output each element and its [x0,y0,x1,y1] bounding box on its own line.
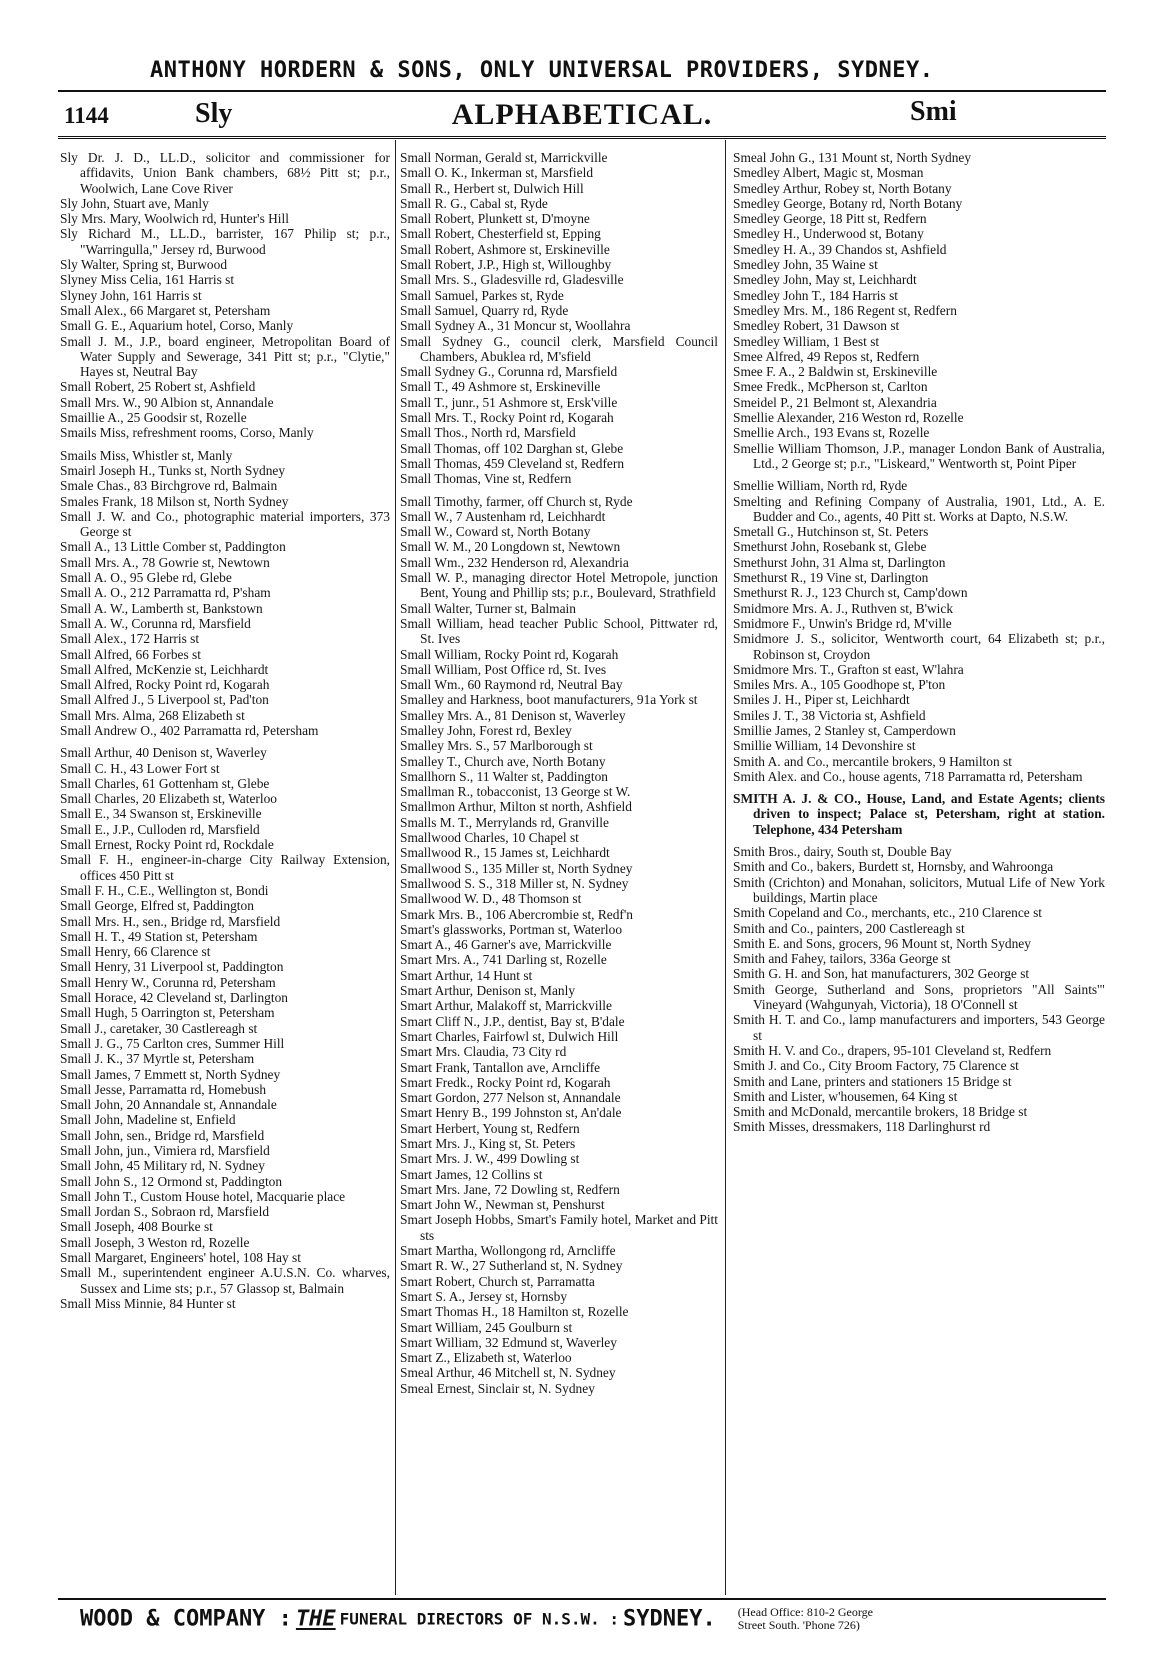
directory-entry: Small Alfred J., 5 Liverpool st, Pad'ton [60,692,269,708]
directory-entry: Small Walter, Turner st, Balmain [400,600,576,616]
directory-entry: Smart R. W., 27 Sutherland st, N. Sydney [400,1258,623,1274]
directory-entry: Smart Charles, Fairfowl st, Dulwich Hill [400,1028,619,1044]
directory-entry: Small Alex., 172 Harris st [60,631,200,647]
directory-entry: Small R., Herbert st, Dulwich Hill [400,180,584,196]
directory-entry: Small W. M., 20 Longdown st, Newtown [400,539,621,555]
directory-entry: Smart John W., Newman st, Penshurst [400,1197,605,1213]
directory-entry: Smart William, 32 Edmund st, Waverley [400,1334,617,1350]
directory-entry: Small John, 20 Annandale st, Annandale [60,1097,277,1113]
directory-entry: Smedley John T., 184 Harris st [733,287,899,303]
page-number: 1144 [64,103,109,128]
directory-entry: Smith and McDonald, mercantile brokers, 18 Bridge st [733,1104,1028,1120]
advert-footer [80,1606,1110,1632]
directory-entry: Small T., 49 Ashmore st, Erskineville [400,379,601,395]
directory-entry: Smellie Arch., 193 Evans st, Rozelle [733,425,930,441]
directory-entry: Smethurst R., 19 Vine st, Darlington [733,570,929,586]
directory-entry: Smethurst John, 31 Alma st, Darlington [733,554,946,570]
directory-entry: Small Robert, Plunkett st, D'moyne [400,211,590,227]
directory-entry: Small John S., 12 Ormond st, Paddington [60,1173,283,1189]
directory-entry: Small Mrs. Alma, 268 Elizabeth st [60,707,245,723]
directory-entry: Small Thomas, 459 Cleveland st, Redfern [400,455,625,471]
directory-entry: Small A. W., Lamberth st, Bankstown [60,600,263,616]
directory-entry: Small A. O., 95 Glebe rd, Glebe [60,570,232,586]
directory-entry: Small A., 13 Little Comber st, Paddington [60,539,286,555]
directory-entry: Smidmore J. S., solicitor, Wentworth court, 64 Elizabeth st; p.r., Robinson st, Croydon [733,631,1105,662]
directory-entry: Small O. K., Inkerman st, Marsfield [400,165,594,181]
directory-entry: Small Charles, 20 Elizabeth st, Waterloo [60,791,277,807]
directory-entry: Smith and Lane, printers and stationers 15 Bridge st [733,1073,1012,1089]
directory-entry: Smith H. V. and Co., drapers, 95-101 Cleveland st, Redfern [733,1042,1052,1058]
directory-entry: Smart Arthur, Malakoff st, Marrickville [400,998,612,1014]
column-2 [400,150,718,1580]
directory-entry: Small Wm., 232 Henderson rd, Alexandria [400,554,629,570]
directory-entry: Smart Martha, Wollongong rd, Arncliffe [400,1243,616,1259]
directory-entry: Sly John, Stuart ave, Manly [60,195,209,211]
directory-entry: Smedley John, May st, Leichhardt [733,272,917,288]
directory-entry: Small M., superintendent engineer A.U.S.N. Co. wharves, Sussex and Lime sts; p.r., 57 Glassop st, Balmain [60,1265,390,1296]
directory-entry: Smallmon Arthur, Milton st north, Ashfield [400,799,632,815]
directory-entry: Small W., Coward st, North Botany [400,524,591,540]
directory-entry: Smart A., 46 Garner's ave, Marrickville [400,937,612,953]
directory-entry: Small Horace, 42 Cleveland st, Darlington [60,990,288,1006]
directory-entry: Small J. K., 37 Myrtle st, Petersham [60,1051,255,1067]
directory-entry: Smales Frank, 18 Milson st, North Sydney [60,493,289,509]
directory-entry: Small F. H., engineer-in-charge City Railway Extension, offices 450 Pitt st [60,852,390,883]
directory-entry: Smellie William, North rd, Ryde [733,478,908,494]
directory-entry: Small Robert, J.P., High st, Willoughby [400,257,612,273]
directory-entry: Smails Miss, Whistler st, Manly [60,447,233,463]
left-guide-word: Sly [195,98,233,129]
directory-entry: Small Margaret, Engineers' hotel, 108 Hay st [60,1250,301,1266]
directory-entry: Small C. H., 43 Lower Fort st [60,760,220,776]
directory-entry: Smart Mrs. J. W., 499 Dowling st [400,1151,580,1167]
directory-entry: Small Alex., 66 Margaret st, Petersham [60,302,271,318]
directory-entry: Smalley and Harkness, boot manufacturers, 91a York st [400,692,698,708]
directory-entry: Sly Mrs. Mary, Woolwich rd, Hunter's Hill [60,211,289,227]
directory-entry: Small John, jun., Vimiera rd, Marsfield [60,1143,270,1158]
column-3 [733,150,1105,1580]
directory-entry: Smith Bros., dairy, South st, Double Bay [733,844,952,860]
directory-entry: Smith A. and Co., mercantile brokers, 9 Hamilton st [733,753,1012,769]
directory-entry: Smedley George, 18 Pitt st, Redfern [733,211,927,227]
directory-entry: Small Robert, Chesterfield st, Epping [400,226,601,242]
directory-entry: Smith and Co., bakers, Burdett st, Hornsby, and Wahroonga [733,859,1054,875]
directory-entry: Smallwood Charles, 10 Chapel st [400,830,579,846]
directory-entry: Small Mrs. A., 78 Gowrie st, Newtown [60,554,270,570]
directory-entry: Small J. G., 75 Carlton cres, Summer Hill [60,1035,285,1051]
directory-entry: Small Mrs. S., Gladesville rd, Gladesville [400,272,624,288]
right-guide-word: Smi [910,96,957,127]
directory-entry: Smedley H. A., 39 Chandos st, Ashfield [733,241,947,257]
directory-entry: Small Robert, Ashmore st, Erskineville [400,241,610,257]
directory-entry: Small Joseph, 408 Bourke st [60,1219,213,1235]
directory-entry: Smellie Alexander, 216 Weston rd, Rozelle [733,410,964,426]
directory-entry: Small John, 45 Military rd, N. Sydney [60,1158,265,1174]
directory-entry: Smith Copeland and Co., merchants, etc., 210 Clarence st [733,905,1043,921]
directory-entry: Smalley T., Church ave, North Botany [400,753,606,769]
directory-entry: Smedley Mrs. M., 186 Regent st, Redfern [733,302,957,318]
directory-entry: Smith J. and Co., City Broom Factory, 75 Clarence st [733,1058,1019,1074]
footer-address [738,1606,873,1632]
directory-entry: Smethurst John, Rosebank st, Glebe [733,539,927,555]
directory-entry: Slyney Miss Celia, 161 Harris st [60,272,235,288]
directory-entry: Smith and Fahey, tailors, 336a George st [733,951,951,967]
directory-entry: Smellie William Thomson, J.P., manager London Bank of Australia, Ltd., 2 George st; p.r., "Liskeard," Wentworth st, Point Piper [733,440,1105,471]
directory-entry: Smeal Ernest, Sinclair st, N. Sydney [400,1380,595,1396]
directory-entry: Smeal John G., 131 Mount st, North Sydney [733,150,972,165]
directory-entry: Small W., 7 Austenham rd, Leichhardt [400,508,606,524]
top-rule [58,90,1106,92]
directory-entry: Small Hugh, 5 Oarrington st, Petersham [60,1005,275,1021]
directory-entry: Smillie William, 14 Devonshire st [733,738,916,754]
directory-entry: Small John, Madeline st, Enfield [60,1112,236,1128]
directory-entry: Smalley Mrs. A., 81 Denison st, Waverley [400,707,626,723]
directory-entry: Small Joseph, 3 Weston rd, Rozelle [60,1234,250,1250]
directory-entry: Small Henry, 66 Clarence st [60,944,211,960]
directory-entry: Small Mrs. H., sen., Bridge rd, Marsfield [60,913,281,929]
directory-entry: Smelting and Refining Company of Australia, 1901, Ltd., A. E. Budder and Co., agents, 40 Pitt st. Works at Dapto, N.S.W. [733,493,1105,524]
directory-entry: Small Alfred, Rocky Point rd, Kogarah [60,677,270,693]
directory-entry: Small John T., Custom House hotel, Macquarie place [60,1188,346,1204]
directory-entry: Small George, Elfred st, Paddington [60,898,254,914]
directory-entry: Smart William, 245 Goulburn st [400,1319,573,1335]
footer-tagline: FUNERAL DIRECTORS OF N.S.W. : [339,1609,620,1629]
directory-entry: Smallwood R., 15 James st, Leichhardt [400,845,610,861]
directory-entry: Small F. H., C.E., Wellington st, Bondi [60,882,269,898]
directory-entry: Small Jordan S., Sobraon rd, Marsfield [60,1204,270,1220]
directory-entry: Smedley John, 35 Waine st [733,257,878,273]
directory-entry: Smallwood S. S., 318 Miller st, N. Sydney [400,875,629,891]
directory-entry: Smaillie A., 25 Goodsir st, Rozelle [60,410,247,426]
directory-entry: Smart Henry B., 199 Johnston st, An'dale [400,1105,622,1121]
directory-entry: Smidmore F., Unwin's Bridge rd, M'ville [733,615,952,631]
directory-entry: Smedley Albert, Magic st, Mosman [733,165,924,181]
directory-entry: Smith and Lister, w'housemen, 64 King st [733,1088,958,1104]
directory-entry: Sly Richard M., LL.D., barrister, 167 Philip st; p.r., "Warringulla," Jersey rd, Burwood [60,226,390,257]
directory-entry: Small J. W. and Co., photographic material importers, 373 George st [60,508,390,540]
directory-entry: Smart Fredk., Rocky Point rd, Kogarah [400,1074,611,1090]
directory-entry: Smiles J. T., 38 Victoria st, Ashfield [733,707,926,723]
directory-entry: Small Jesse, Parramatta rd, Homebush [60,1081,267,1097]
footer-company: WOOD & COMPANY : [80,1606,292,1632]
directory-entry: Small Robert, 25 Robert st, Ashfield [60,379,256,395]
directory-entry: SMITH A. J. & CO., House, Land, and Estate Agents; clients driven to inspect; Palace st, Petersham, right at station. Telephone, 434 Petersham [733,791,1105,837]
bottom-rule [58,1598,1106,1600]
directory-entry: Smallhorn S., 11 Walter st, Paddington [400,768,608,784]
directory-entry: Small J., caretaker, 30 Castlereagh st [60,1020,258,1036]
directory-entry: Smark Mrs. B., 106 Abercrombie st, Redf'n [400,906,634,922]
directory-entry: Small Ernest, Rocky Point rd, Rockdale [60,837,274,853]
directory-entry: Small James, 7 Emmett st, North Sydney [60,1066,281,1082]
directory-entry: Smedley H., Underwood st, Botany [733,226,924,242]
directory-entry: Small W. P., managing director Hotel Metropole, junction Bent, Young and Phillip sts; p.r., Boulevard, Strathfield [400,570,718,601]
directory-entry: Smart Mrs. J., King st, St. Peters [400,1136,576,1151]
directory-entry: Small Sydney G., council clerk, Marsfield Council Chambers, Abuklea rd, M'sfield [400,333,718,364]
directory-entry: Smart Cliff N., J.P., dentist, Bay st, B'dale [400,1013,625,1029]
column-1 [60,150,390,1580]
directory-entry: Smiles Mrs. A., 105 Goodhope st, P'ton [733,677,946,693]
directory-entry: Sly Walter, Spring st, Burwood [60,257,228,273]
page-title: ALPHABETICAL. [451,98,713,131]
directory-entry: Small J. M., J.P., board engineer, Metropolitan Board of Water Supply and Sewerage, 341 Pitt st; p.r., "Clytie," Hayes st, Neutral Bay [60,333,390,380]
directory-entry: Small Thos., North rd, Marsfield [400,425,576,441]
directory-entry: Smalley Mrs. S., 57 Marlborough st [400,738,593,754]
directory-entry: Smetall G., Hutchinson st, St. Peters [733,524,929,540]
directory-entry: Smillie James, 2 Stanley st, Camperdown [733,722,956,738]
directory-entry: Small Alfred, McKenzie st, Leichhardt [60,661,269,677]
directory-entry: Small Mrs. W., 90 Albion st, Annandale [60,394,274,410]
directory-entry: Small E., J.P., Culloden rd, Marsfield [60,821,260,837]
directory-entry: Small Andrew O., 402 Parramatta rd, Petersham [60,722,319,738]
directory-entry: Smart James, 12 Collins st [400,1166,543,1182]
header-rule [58,136,1106,139]
directory-entry: Small Norman, Gerald st, Marrickville [400,150,608,165]
directory-entry: Small R. G., Cabal st, Ryde [400,195,548,211]
directory-entry: Smallwood W. D., 48 Thomson st [400,891,582,907]
directory-entry: Smiles J. H., Piper st, Leichhardt [733,692,910,708]
directory-entry: Smart's glassworks, Portman st, Waterloo [400,921,623,937]
directory-entry: Small Arthur, 40 Denison st, Waverley [60,745,267,761]
directory-entry: Smalley John, Forest rd, Bexley [400,722,572,738]
directory-entry: Small Samuel, Quarry rd, Ryde [400,302,569,318]
directory-entry: Slyney John, 161 Harris st [60,287,202,303]
directory-entry: Small Samuel, Parkes st, Ryde [400,287,564,303]
directory-entry: Smails Miss, refreshment rooms, Corso, Manly [60,425,314,441]
directory-entry: Smart Gordon, 277 Nelson st, Annandale [400,1090,621,1106]
directory-entry: Smalls M. T., Merrylands rd, Granville [400,814,609,830]
directory-entry: Small H. T., 49 Station st, Petersham [60,928,258,944]
directory-entry: Small E., 34 Swanson st, Erskineville [60,806,262,822]
directory-entry: Small Timothy, farmer, off Church st, Ryde [400,493,633,509]
directory-entry: Smedley Robert, 31 Dawson st [733,318,900,334]
directory-entry: Smee Alfred, 49 Repos st, Redfern [733,348,920,364]
column-divider-1 [395,140,396,1595]
directory-entry: Smallman R., tobacconist, 13 George st W. [400,784,631,800]
directory-entry: Smedley Arthur, Robey st, North Botany [733,180,952,196]
directory-entry: Small William, Post Office rd, St. Ives [400,661,607,677]
directory-entry: Smedley George, Botany rd, North Botany [733,195,963,211]
directory-entry: Small Thomas, Vine st, Redfern [400,471,572,487]
directory-entry: Smidmore Mrs. A. J., Ruthven st, B'wick [733,600,954,616]
directory-entry: Smith E. and Sons, grocers, 96 Mount st, North Sydney [733,935,1031,951]
directory-entry: Small A. W., Corunna rd, Marsfield [60,615,251,631]
directory-entry: Small T., junr., 51 Ashmore st, Ersk'ville [400,394,618,410]
directory-entry: Small Alfred, 66 Forbes st [60,646,201,662]
column-divider-2 [725,140,726,1595]
directory-entry: Smith George, Sutherland and Sons, proprietors "All Saints'" Vineyard (Wahgunyah, Victoria), 18 O'Connell st [733,981,1105,1013]
directory-entry: Small Miss Minnie, 84 Hunter st [60,1295,236,1311]
footer-address-line1: (Head Office: 810-2 George [737,1605,873,1619]
directory-entry: Smale Chas., 83 Birchgrove rd, Balmain [60,478,278,494]
directory-entry: Small Charles, 61 Gottenham st, Glebe [60,775,270,791]
directory-entry: Small William, head teacher Public School, Pittwater rd, St. Ives [400,615,718,647]
directory-entry: Small Wm., 60 Raymond rd, Neutral Bay [400,677,623,693]
directory-entry: Smart Arthur, Denison st, Manly [400,983,576,999]
directory-entry: Smart S. A., Jersey st, Hornsby [400,1288,568,1304]
directory-entry: Small G. E., Aquarium hotel, Corso, Manly [60,318,294,334]
directory-entry: Smeidel P., 21 Belmont st, Alexandria [733,394,937,410]
directory-entry: Smith and Co., painters, 200 Castlereagh st [733,920,965,936]
directory-entry: Small Thomas, off 102 Darghan st, Glebe [400,440,624,456]
directory-entry: Smart Mrs. A., 741 Darling st, Rozelle [400,952,607,968]
directory-entry: Sly Dr. J. D., LL.D., solicitor and commissioner for affidavits, Union Bank chambers, 68½ Pitt st; p.r., Woolwich, Lane Cove River [60,150,390,196]
directory-entry: Smart Joseph Hobbs, Smart's Family hotel, Market and Pitt sts [400,1212,718,1243]
directory-entry: Smart Z., Elizabeth st, Waterloo [400,1350,572,1366]
directory-entry: Smethurst R. J., 123 Church st, Camp'down [733,585,968,601]
directory-entry: Smairl Joseph H., Tunks st, North Sydney [60,462,286,478]
directory-entry: Small Henry, 31 Liverpool st, Paddington [60,959,284,975]
directory-entry: Small A. O., 212 Parramatta rd, P'sham [60,585,271,601]
directory-entry: Smee Fredk., McPherson st, Carlton [733,379,928,395]
directory-entry: Smith Alex. and Co., house agents, 718 Parramatta rd, Petersham [733,768,1083,784]
directory-entry: Smee F. A., 2 Baldwin st, Erskineville [733,364,938,380]
directory-entry: Small William, Rocky Point rd, Kogarah [400,646,619,662]
directory-entry: Smart Arthur, 14 Hunt st [400,967,533,983]
directory-entry: Smidmore Mrs. T., Grafton st east, W'lahra [733,661,964,677]
directory-entry: Smith H. T. and Co., lamp manufacturers and importers, 543 George st [733,1012,1105,1043]
directory-entry: Smart Herbert, Young st, Redfern [400,1120,580,1136]
advert-banner: ANTHONY HORDERN & SONS, ONLY UNIVERSAL PROVIDERS, SYDNEY. [150,58,934,83]
directory-entry: Small John, sen., Bridge rd, Marsfield [60,1127,265,1143]
directory-entry: Smedley William, 1 Best st [733,333,880,349]
directory-entry: Small Henry W., Corunna rd, Petersham [60,974,276,990]
directory-entry: Smart Frank, Tantallon ave, Arncliffe [400,1059,601,1075]
footer-city: SYDNEY. [623,1606,716,1632]
footer-the: THE [295,1606,336,1632]
directory-entry: Smart Mrs. Jane, 72 Dowling st, Redfern [400,1181,620,1197]
directory-entry: Smart Thomas H., 18 Hamilton st, Rozelle [400,1304,629,1320]
directory-entry: Small Sydney A., 31 Moncur st, Woollahra [400,318,631,334]
directory-entry: Smart Mrs. Claudia, 73 City rd [400,1044,567,1060]
directory-entry: Smith Misses, dressmakers, 118 Darlinghurst rd [733,1119,991,1135]
directory-entry: Smeal Arthur, 46 Mitchell st, N. Sydney [400,1365,616,1381]
directory-entry: Small Mrs. T., Rocky Point rd, Kogarah [400,410,614,426]
directory-entry: Smith G. H. and Son, hat manufacturers, 302 George st [733,966,1030,982]
directory-entry: Smallwood S., 135 Miller st, North Sydney [400,860,633,876]
directory-entry: Smith (Crichton) and Monahan, solicitors, Mutual Life of New York buildings, Martin place [733,874,1105,905]
footer-address-line2: Street South. 'Phone 726) [737,1618,860,1632]
directory-entry: Smart Robert, Church st, Parramatta [400,1273,595,1289]
directory-entry: Small Sydney G., Corunna rd, Marsfield [400,364,618,380]
